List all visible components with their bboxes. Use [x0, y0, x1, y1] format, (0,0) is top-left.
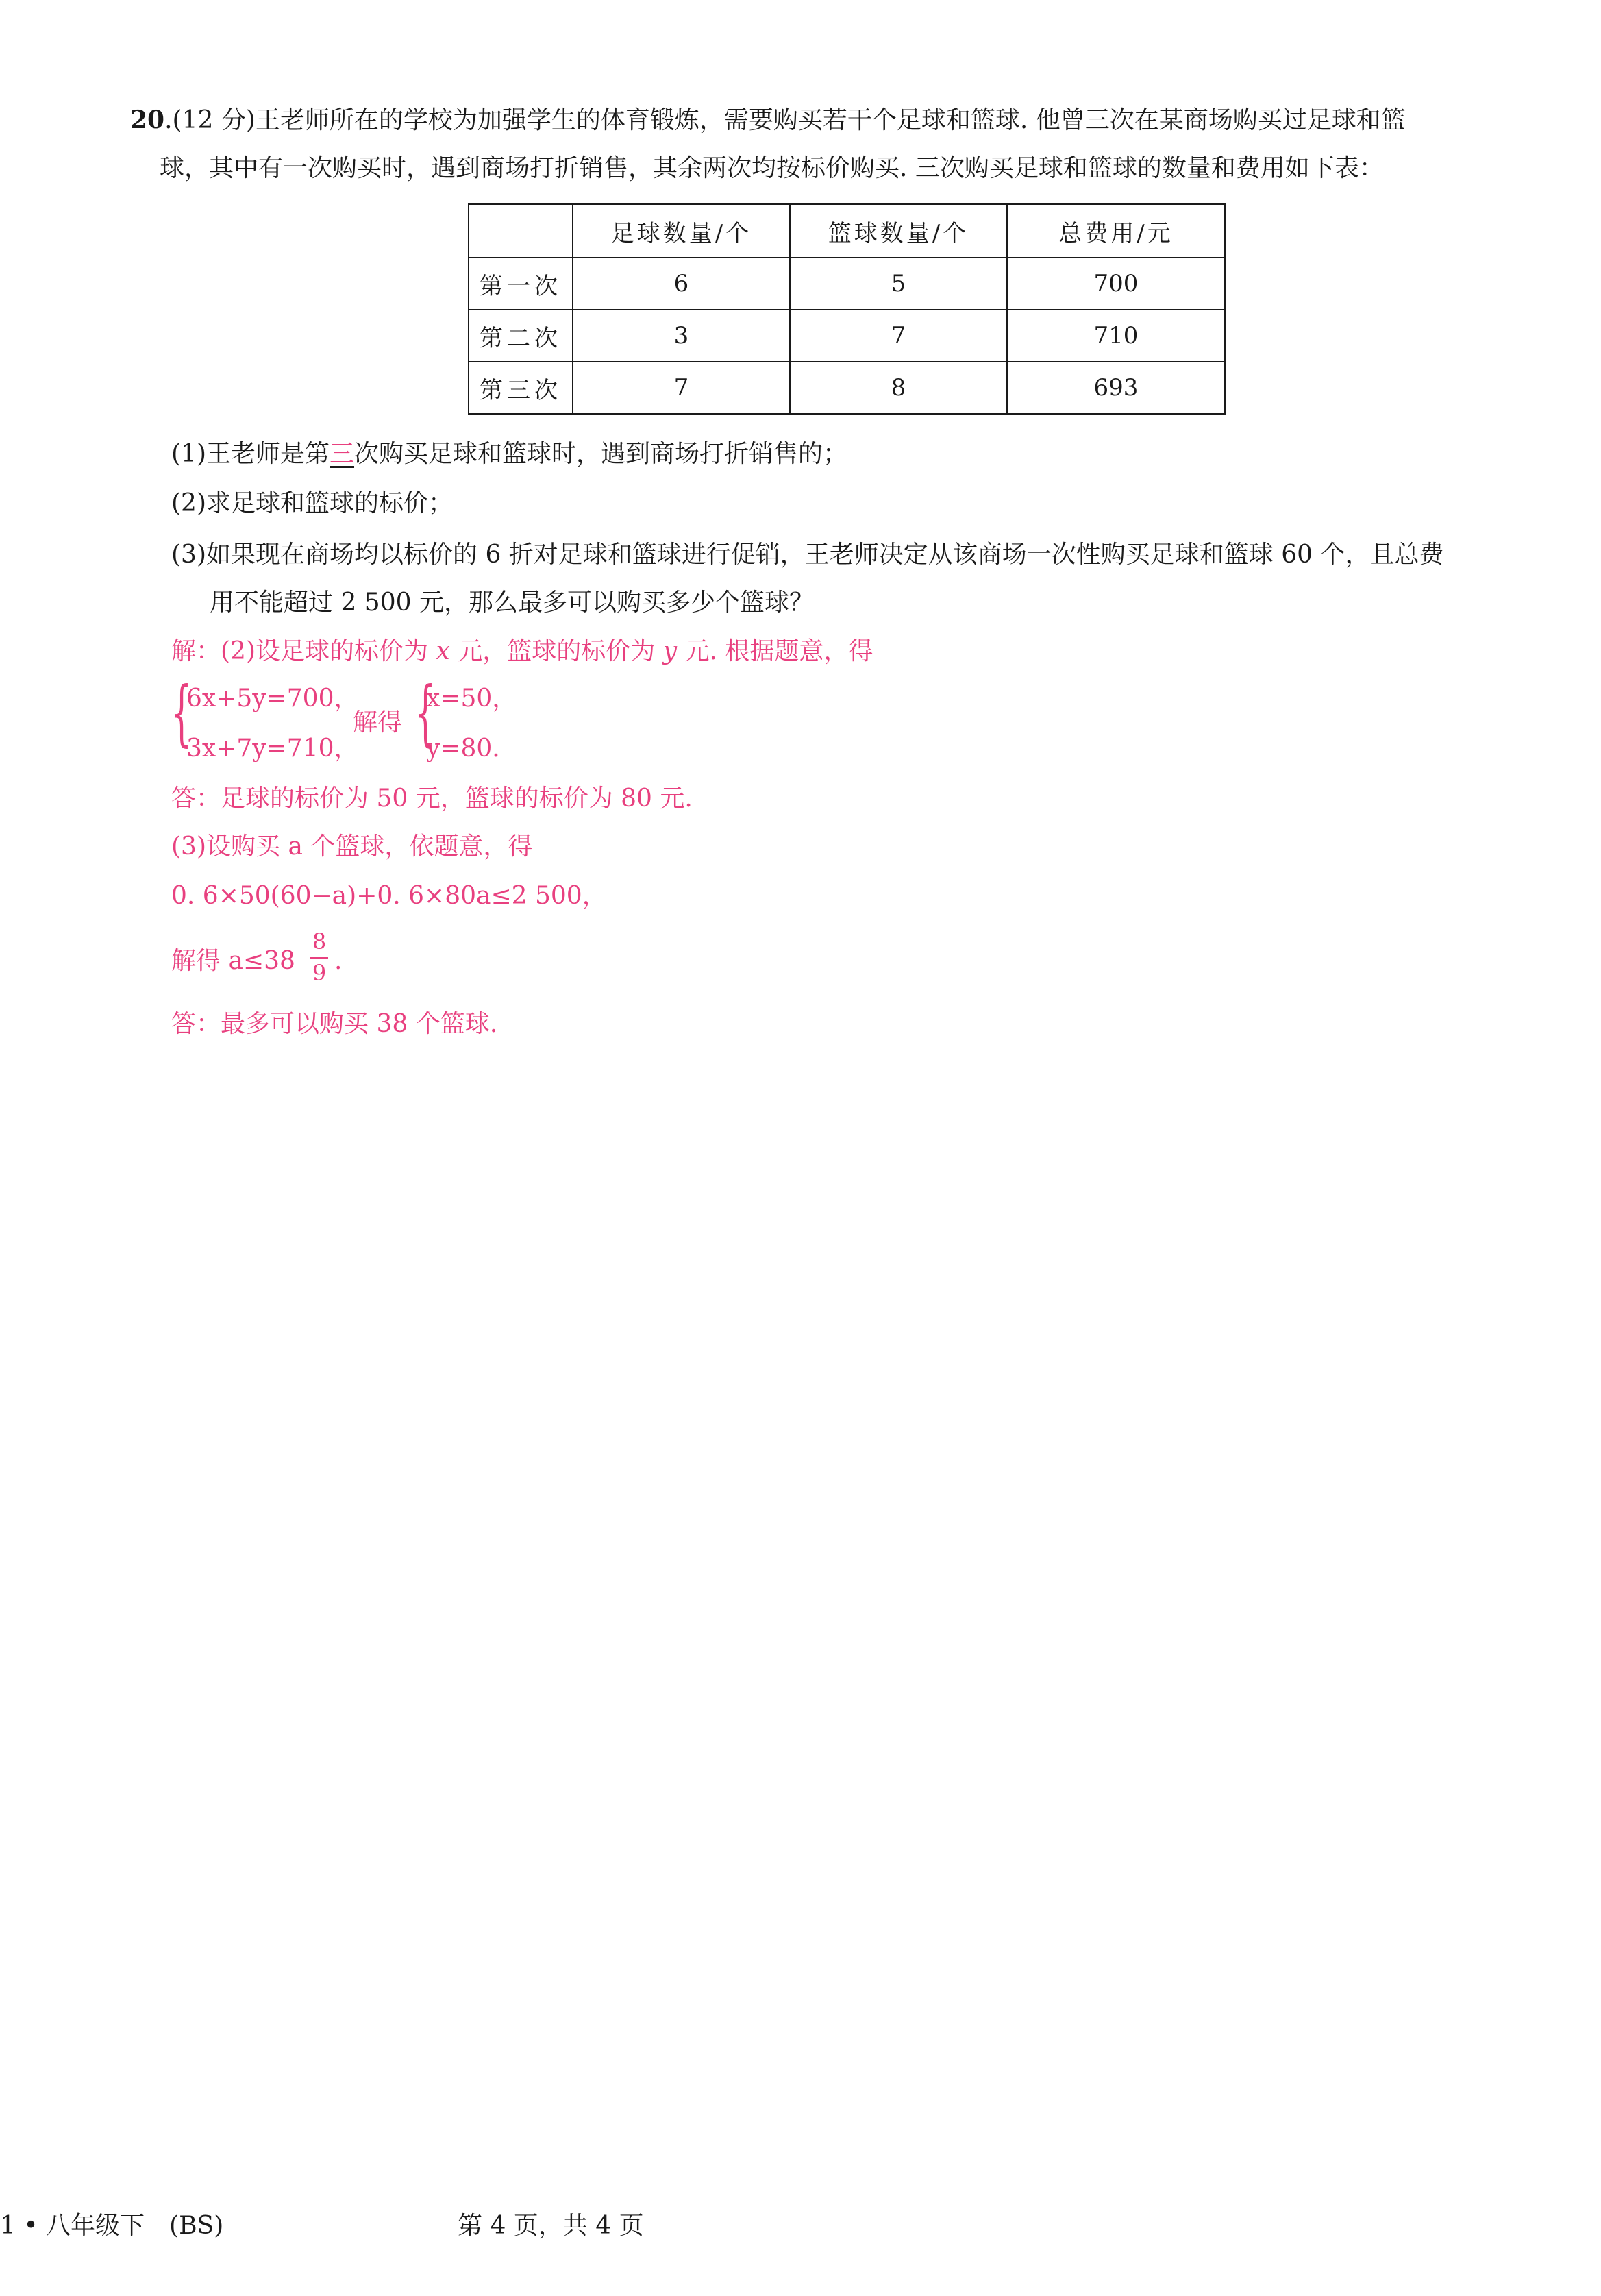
- table-row-label: 第二次: [469, 310, 573, 362]
- question-text-1: .(12 分)王老师所在的学校为加强学生的体育锻炼，需要购买若干个足球和篮球. 他曾三次在某商场购买过足球和篮: [164, 106, 1406, 134]
- table-cell: 710: [1007, 310, 1225, 362]
- system-brace-right: {: [415, 671, 436, 754]
- table-cell: 5: [790, 258, 1007, 310]
- subquestion-3-line-1: (3)如果现在商场均以标价的 6 折对足球和篮球进行促销，王老师决定从该商场一次性购买足球和篮球 60 个，且总费: [171, 541, 1444, 569]
- question-line-1: [130, 108, 1406, 133]
- equation-1: 6x+5y=700，: [186, 684, 359, 713]
- table-header-row: [469, 204, 1225, 258]
- solve-word: 解得: [353, 708, 403, 737]
- question-line-2: 球，其中有一次购买时，遇到商场打折销售，其余两次均按标价购买. 三次购买足球和篮球的数量和费用如下表：: [160, 154, 1384, 182]
- solution-intro-text: 解：(2)设足球的标价为: [171, 637, 428, 665]
- subquestion-1-answer: 三: [330, 440, 355, 468]
- answer-3: 答：最多可以购买 38 个篮球.: [171, 1010, 498, 1038]
- footer-grade-label: 1 • 八年级下 (BS): [0, 2212, 224, 2240]
- purchase-table: [468, 203, 1226, 415]
- solve-result-period: .: [334, 947, 343, 975]
- equation-2: 3x+7y=710，: [186, 735, 359, 763]
- fraction-8-9: [306, 928, 333, 986]
- solution-intro-text-2: 元，篮球的标价为: [458, 637, 656, 665]
- variable-y: y: [662, 637, 678, 665]
- table-row-label: 第一次: [469, 258, 573, 310]
- table-cell: 6: [573, 258, 790, 310]
- table-row: [469, 362, 1225, 414]
- table-header-cell: 足球数量/个: [573, 204, 790, 258]
- subquestion-2: (2)求足球和篮球的标价；: [171, 489, 453, 517]
- table-cell: 700: [1007, 258, 1225, 310]
- footer-page-number: 第 4 页，共 4 页: [458, 2212, 644, 2240]
- table-row: [469, 310, 1225, 362]
- solution-intro-text-3: 元. 根据题意，得: [684, 637, 873, 665]
- table-row: [469, 258, 1225, 310]
- fraction-denominator: 9: [312, 960, 327, 986]
- solution-y: y=80.: [426, 735, 500, 763]
- subquestion-1: [171, 442, 847, 467]
- subquestion-1-text-end: 次购买足球和篮球时，遇到商场打折销售的；: [354, 440, 848, 468]
- fraction-numerator: 8: [312, 928, 327, 954]
- answer-2: 答：足球的标价为 50 元，篮球的标价为 80 元.: [171, 785, 693, 813]
- fraction-bar: [310, 957, 328, 959]
- solution-intro: [171, 639, 873, 664]
- table-header-cell: 篮球数量/个: [790, 204, 1007, 258]
- inequality: 0. 6×50(60−a)+0. 6×80a≤2 500，: [171, 882, 607, 910]
- table-row-label: 第三次: [469, 362, 573, 414]
- part-3-intro: (3)设购买 a 个篮球，依题意，得: [171, 832, 533, 861]
- solution-x: x=50，: [426, 684, 517, 713]
- subquestion-1-text: (1)王老师是第: [171, 440, 330, 468]
- subquestion-3-line-2: 用不能超过 2 500 元，那么最多可以购买多少个篮球？: [210, 589, 814, 617]
- table-header-cell: [469, 204, 573, 258]
- table-cell: 8: [790, 362, 1007, 414]
- table-cell: 693: [1007, 362, 1225, 414]
- solve-result: 解得 a≤38: [171, 947, 295, 975]
- table-cell: 3: [573, 310, 790, 362]
- table-header-cell: 总费用/元: [1007, 204, 1225, 258]
- question-number: 20: [130, 106, 165, 134]
- table-cell: 7: [573, 362, 790, 414]
- table-cell: 7: [790, 310, 1007, 362]
- variable-x: x: [436, 637, 450, 665]
- system-brace-left: {: [171, 671, 192, 754]
